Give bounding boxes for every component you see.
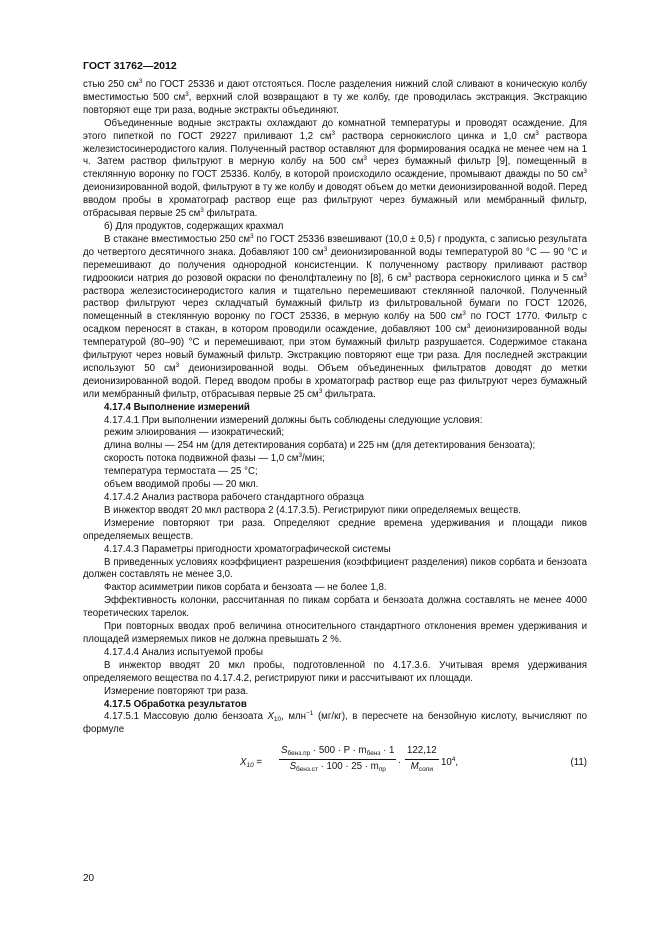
paragraph: Измерение повторяют три раза. — [104, 685, 249, 697]
paragraph: 4.17.4.1 При выполнении измерений должны быть соблюдены следующие условия: — [104, 414, 483, 426]
formula-multiply: · — [398, 757, 402, 769]
formula-fraction-molar — [405, 745, 439, 774]
paragraph: 4.17.4.2 Анализ раствора рабочего стандартного образца — [104, 492, 365, 503]
page-content — [83, 79, 587, 785]
formula-fraction-main — [279, 745, 396, 774]
paragraph: 4.17.5.1 Массовую долю бензоата $X_{10}$, млн$^{-1}$ (мг/кг), в пересчете на бензойную кислоту, вычисляют по формуле — [83, 710, 588, 736]
formula-numerator: 122,12 — [405, 745, 439, 760]
section-heading: 4.17.4 Выполнение измерений — [104, 401, 250, 413]
paragraph: В приведенных условиях коэффициент разрешения (коэффициент разделения) пиков сорбата и бензоата должен составлять не менее 3,0. — [83, 556, 587, 581]
paragraph: В инжектор вводят 20 мкл пробы, подготовленной по 4.17.3.6. Учитывая время удерживания определяемого вещества по 4.17.4.2, регистрируют пики и рассчитывают их площади. — [83, 659, 587, 684]
document-header: ГОСТ 31762—2012 — [83, 60, 177, 72]
paragraph: длина волны — 254 нм (для детектирования сорбата) и 225 нм (для детектирования бензоата); — [104, 440, 536, 452]
formula-power: $10^4$, — [441, 756, 459, 769]
section-heading: 4.17.5 Обработка результатов — [104, 698, 247, 710]
formula-denominator: $S_{бенз.ст} \cdot 100 \cdot 25 \cdot m_{пр}$ — [289, 761, 386, 774]
paragraph: Фактор асимметрии пиков сорбата и бензоата — не более 1,8. — [104, 582, 387, 594]
paragraph: скорость потока подвижной фазы — 1,0 $см^3$/мин; — [104, 452, 325, 465]
paragraph: б) Для продуктов, содержащих крахмал — [104, 220, 284, 232]
formula-denominator: $M_{соли}$ — [410, 761, 433, 774]
paragraph: В инжектор вводят 20 мкл раствора 2 (4.17.3.5). Регистрируют пики определяемых веществ. — [104, 504, 521, 516]
paragraph: 4.17.4.4 Анализ испытуемой пробы — [104, 646, 263, 658]
formula-11 — [83, 745, 587, 785]
equation-number: (11) — [570, 757, 587, 769]
paragraph: объем вводимой пробы — 20 мкл. — [104, 479, 259, 491]
paragraph: Объединенные водные экстракты охлаждают до комнатной температуры и проводят осаждение. Для этого пипеткой по ГОСТ 29227 приливают 1,2 $см^3$ раствора сернокислого цинка и 1,0 $см^3$ раствора железистосинеродистого калия. Полученный раствор оставляют для формирования осадка не менее чем на 1 ч. Затем раствор фильтруют в мерную колбу на 500 $см^3$ через бумажный фильтр [9], помещенный в стеклянную воронку по ГОСТ 25336. Колбу, в которой происходило осаждение, промывают дважды по 50 $см^3$ деионизированной водой, фильтруют в ту же колбу и доводят объем до метки деионизированной водой. Перед вводом пробы в хроматограф раствор еще раз фильтруют через бумажный или мембранный фильтр, отбрасывая первые 25 $см^3$ фильтрата. — [83, 117, 587, 220]
paragraph: режим элюирования — изократический; — [104, 427, 285, 439]
paragraph: В стакане вместимостью 250 $см^3$ по ГОСТ 25336 взвешивают (10,0 ± 0,5) г продукта, с записью результата до четвертого десятичного знака. Добавляют 100 $см^3$ деионизированной воды температурой 80 °С — 90 °С и перемешивают до получения однородной консистенции. К полученному раствору приливают раствор гидроокиси натрия до розовой окраски по фенолфталеину по [8], 6 $см^3$ раствора сернокислого цинка и 5 $см^3$ раствора железистосинеродистого калия и тщательно перемешивают стеклянной палочкой. Полученный раствор фильтруют через складчатый бумажный фильтр из фильтровальной бумаги по ГОСТ 12026, помещенный в стеклянную воронку по ГОСТ 25336, в мерную колбу на 500 $см^3$ по ГОСТ 1770. Фильтр с осадком переносят в стакан, в котором проводили осаждение, добавляют 100 $см^3$ деионизированной воды температурой (80–90) °С и перемешивают, при этом бумажный фильтр разрушается. Содержимое стакана фильтруют через новый бумажный фильтр. Экстракцию повторяют еще три раза. Для последней экстракции используют 50 $см^3$ деионизированной воды. Объем объединенных фильтратов доводят до метки деионизированной водой. Перед вводом пробы в хроматограф раствор еще раз фильтруют через бумажный или мембранный фильтр, отбрасывая первые 25 $см^3$ фильтрата. — [83, 232, 587, 400]
formula-lhs: $X_{10}$ = — [240, 757, 263, 770]
paragraph: температура термостата — 25 °С; — [104, 466, 258, 478]
formula-numerator: $S_{бенз.пр} \cdot 500 \cdot P \cdot m_{бенз} \cdot 1$ — [279, 745, 396, 760]
paragraph: Измерение повторяют три раза. Определяют средние времена удерживания и площади пиков определяемых веществ. — [83, 517, 587, 542]
paragraph: стью 250 $см^3$ по ГОСТ 25336 и дают отстояться. После разделения нижний слой сливают в коническую колбу вместимостью 500 $см^3$, верхний слой возвращают в ту же колбу, где проводилась экстракция. Экстракцию повторяют еще три раза, водные экстракты объединяют. — [83, 78, 587, 116]
page-number: 20 — [83, 873, 95, 884]
paragraph: 4.17.4.3 Параметры пригодности хроматографической системы — [104, 543, 391, 555]
paragraph: Эффективность колонки, рассчитанная по пикам сорбата и бензоата должна составлять не менее 4000 теоретических тарелок. — [83, 595, 587, 620]
paragraph: При повторных вводах проб величина относительного стандартного отклонения времен удерживания и площадей измеряемых пиков не должна превышать 2 %. — [83, 621, 587, 645]
